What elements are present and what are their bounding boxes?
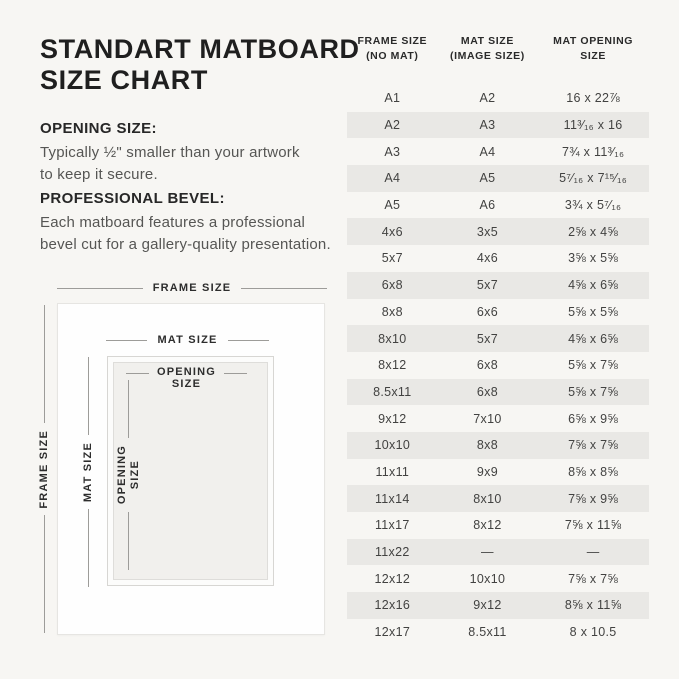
header-frame-size-line-2: (NO MAT) — [366, 50, 419, 62]
table-row — [347, 299, 649, 326]
mat-size-label-vertical: MAT SIZE — [82, 441, 94, 503]
opening-size-vertical-line-1: OPENING — [115, 445, 128, 505]
frame-size-label-horizontal: FRAME SIZE — [152, 282, 232, 294]
professional-bevel-text-line-1: Each matboard features a professional — [40, 214, 306, 231]
mat-opening-cell: 8⅝ x 11⅝ — [564, 598, 622, 613]
frame-size-cell: 10x10 — [374, 438, 411, 453]
mat-opening-cell: 3¾ x 5⁷⁄₁₆ — [564, 198, 622, 213]
opening-size-heading: OPENING SIZE: — [40, 120, 157, 137]
mat-size-vertical-dimension — [80, 357, 96, 587]
mat-opening-cell: 11³⁄₁₆ x 16 — [563, 118, 623, 133]
mat-size-cell: A4 — [479, 144, 496, 159]
opening-size-horizontal-dimension — [126, 366, 247, 390]
frame-size-cell: A3 — [384, 144, 401, 159]
table-row — [347, 459, 649, 486]
table-row — [347, 405, 649, 432]
opening-size-note — [40, 120, 352, 186]
header-mat-size-line-2: (IMAGE SIZE) — [449, 50, 525, 62]
mat-size-cell: 6x8 — [476, 358, 498, 373]
frame-size-cell: 12x17 — [374, 625, 411, 640]
frame-size-label-vertical: FRAME SIZE — [38, 429, 50, 509]
table-row — [347, 432, 649, 459]
mat-size-label-horizontal: MAT SIZE — [157, 334, 218, 346]
page-title — [40, 34, 360, 96]
frame-size-cell: 11x14 — [374, 491, 410, 506]
table-row — [347, 245, 649, 272]
table-row — [347, 619, 649, 646]
frame-size-cell: A2 — [384, 118, 401, 133]
professional-bevel-note — [40, 190, 352, 256]
dimension-line — [106, 340, 147, 341]
header-mat-opening-size — [537, 34, 649, 64]
frame-size-cell: 12x16 — [374, 598, 411, 613]
table-row — [347, 325, 649, 352]
frame-size-cell: 8x10 — [378, 331, 407, 346]
mat-opening-cell: 7⅝ x 7⅝ — [568, 571, 619, 586]
opening-size-label-line-2: SIZE — [171, 378, 202, 390]
frame-size-cell: 4x6 — [381, 224, 403, 239]
mat-opening-cell: 8 x 10.5 — [569, 625, 617, 640]
mat-opening-cell: — — [586, 545, 600, 560]
page-title-line-1: STANDART MATBOARD — [40, 34, 360, 64]
header-mat-size-line-1: MAT SIZE — [460, 35, 514, 47]
mat-opening-cell: 3⅝ x 5⅝ — [568, 251, 619, 266]
mat-opening-cell: 4⅝ x 6⅝ — [568, 278, 619, 293]
mat-opening-cell: 4⅝ x 6⅝ — [568, 331, 619, 346]
mat-size-cell: A2 — [479, 91, 496, 106]
mat-opening-cell: 8⅝ x 8⅝ — [568, 464, 619, 479]
matboard-diagram — [0, 278, 352, 673]
opening-size-text-line-2: to keep it secure. — [40, 166, 158, 183]
size-table-header — [347, 34, 649, 64]
dimension-line — [44, 305, 45, 423]
mat-size-cell: A5 — [479, 171, 496, 186]
table-row — [347, 539, 649, 566]
dimension-line — [228, 340, 269, 341]
table-row — [347, 592, 649, 619]
mat-opening-cell: 2⅝ x 4⅝ — [568, 224, 619, 239]
frame-size-cell: 11x17 — [374, 518, 410, 533]
frame-size-cell: 5x7 — [381, 251, 403, 266]
size-table — [347, 34, 649, 645]
frame-size-cell: A4 — [384, 171, 401, 186]
opening-size-label-line-1: OPENING — [156, 366, 217, 378]
mat-opening-cell: 16 x 22⅞ — [566, 91, 621, 106]
frame-size-cell: A1 — [384, 91, 401, 106]
opening-size-vertical-line-2: SIZE — [128, 460, 141, 490]
professional-bevel-text-line-2: bevel cut for a gallery-quality presentation. — [40, 236, 331, 253]
dimension-line — [128, 512, 129, 570]
opening-size-text-line-1: Typically ½" smaller than your artwork — [40, 144, 300, 161]
frame-size-cell: A5 — [384, 198, 401, 213]
mat-size-cell: 10x10 — [469, 571, 506, 586]
dimension-line — [241, 288, 327, 289]
dimension-line — [88, 357, 89, 435]
mat-opening-cell: 7⅝ x 7⅝ — [568, 438, 619, 453]
header-frame-size-line-1: FRAME SIZE — [357, 35, 428, 47]
opening-size-vertical-dimension — [113, 380, 143, 570]
mat-size-cell: 4x6 — [476, 251, 498, 266]
mat-opening-cell: 7⅝ x 11⅝ — [564, 518, 622, 533]
frame-size-cell: 12x12 — [374, 571, 411, 586]
mat-size-cell: — — [481, 545, 494, 560]
opening-size-label-vertical — [116, 445, 141, 504]
mat-opening-cell: 5⅝ x 5⅝ — [568, 304, 619, 319]
table-row — [347, 565, 649, 592]
dimension-line — [88, 509, 89, 587]
header-mat-size — [438, 34, 538, 64]
table-row — [347, 272, 649, 299]
frame-size-cell: 6x8 — [381, 278, 403, 293]
mat-size-cell: 3x5 — [476, 224, 498, 239]
mat-size-cell: 8x12 — [473, 518, 502, 533]
opening-size-label-horizontal — [157, 366, 216, 390]
professional-bevel-heading: PROFESSIONAL BEVEL: — [40, 190, 225, 207]
frame-size-cell: 8.5x11 — [373, 384, 412, 399]
size-table-body — [347, 85, 649, 645]
mat-size-cell: 7x10 — [473, 411, 502, 426]
mat-opening-cell: 5⅝ x 7⅝ — [568, 358, 619, 373]
table-row — [347, 165, 649, 192]
mat-size-cell: 8x8 — [476, 438, 498, 453]
mat-size-cell: 6x6 — [476, 304, 498, 319]
table-row — [347, 218, 649, 245]
table-row — [347, 85, 649, 112]
dimension-line — [128, 380, 129, 438]
header-mat-opening-size-line-1: MAT OPENING — [553, 35, 634, 47]
header-frame-size — [347, 34, 438, 64]
table-row — [347, 352, 649, 379]
mat-size-cell: A6 — [479, 198, 496, 213]
mat-size-cell: 9x9 — [476, 464, 498, 479]
frame-size-horizontal-dimension — [57, 282, 327, 294]
mat-size-cell: 9x12 — [473, 598, 502, 613]
mat-opening-cell: 7⅝ x 9⅝ — [568, 491, 619, 506]
dimension-line — [57, 288, 143, 289]
mat-size-cell: 5x7 — [476, 331, 498, 346]
table-row — [347, 112, 649, 139]
frame-size-cell: 11x22 — [374, 545, 410, 560]
table-row — [347, 512, 649, 539]
mat-opening-cell: 5⁷⁄₁₆ x 7¹⁵⁄₁₆ — [559, 171, 628, 186]
mat-size-cell: 8x10 — [473, 491, 502, 506]
table-row — [347, 379, 649, 406]
mat-size-cell: 6x8 — [476, 384, 498, 399]
frame-size-cell: 9x12 — [378, 411, 407, 426]
table-row — [347, 192, 649, 219]
table-row — [347, 138, 649, 165]
mat-size-cell: 5x7 — [476, 278, 498, 293]
mat-opening-cell: 7¾ x 11³⁄₁₆ — [561, 144, 625, 159]
mat-size-cell: A3 — [479, 118, 496, 133]
mat-size-horizontal-dimension — [106, 334, 269, 346]
mat-opening-cell: 5⅝ x 7⅝ — [568, 384, 619, 399]
dimension-line — [44, 515, 45, 633]
dimension-line — [126, 373, 149, 374]
header-mat-opening-size-line-2: SIZE — [580, 50, 606, 62]
page-title-line-2: SIZE CHART — [40, 65, 208, 95]
frame-size-vertical-dimension — [36, 305, 52, 633]
frame-size-cell: 8x12 — [378, 358, 407, 373]
frame-size-cell: 8x8 — [381, 304, 403, 319]
frame-size-cell: 11x11 — [375, 464, 410, 479]
mat-opening-cell: 6⅝ x 9⅝ — [568, 411, 619, 426]
table-row — [347, 485, 649, 512]
dimension-line — [224, 373, 247, 374]
mat-size-cell: 8.5x11 — [468, 625, 507, 640]
